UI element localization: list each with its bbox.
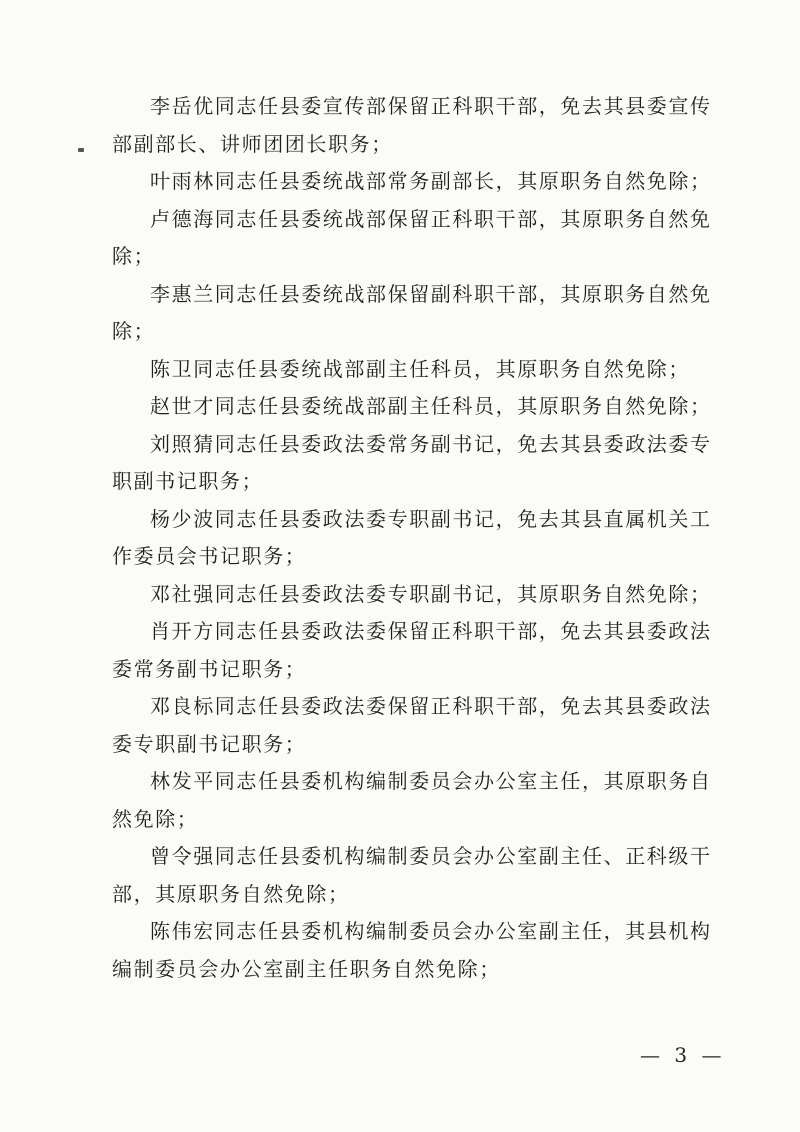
appointment-item: 赵世才同志任县委统战部副主任科员，其原职务自然免除；: [150, 394, 712, 418]
appointment-item: 杨少波同志任县委政法委专职副书记，免去其县直属机关工作委员会书记职务；: [112, 506, 712, 568]
appointment-item: 李惠兰同志任县委统战部保留副科职干部，其原职务自然免除；: [112, 281, 712, 343]
appointment-item: 叶雨林同志任县委统战部常务副部长，其原职务自然免除；: [150, 169, 712, 193]
stray-mark: [78, 148, 84, 152]
appointment-item: 曾令强同志任县委机构编制委员会办公室副主任、正科级干部，其原职务自然免除；: [112, 844, 712, 906]
appointment-item: 卢德海同志任县委统战部保留正科职干部，其原职务自然免除；: [112, 206, 712, 268]
document-body: [112, 88, 724, 988]
appointment-item: 肖开方同志任县委政法委保留正科职干部，免去其县委政法委常务副书记职务；: [112, 619, 712, 681]
appointment-item: 李岳优同志任县委宣传部保留正科职干部，免去其县委宣传部副部长、讲师团团长职务；: [112, 94, 712, 156]
appointment-item: 陈伟宏同志任县委机构编制委员会办公室副主任，其县机构编制委员会办公室副主任职务自然免除；: [112, 919, 712, 981]
page-number: — 3 —: [640, 1043, 726, 1067]
appointment-item: 邓良标同志任县委政法委保留正科职干部，免去其县委政法委专职副书记职务；: [112, 694, 712, 756]
appointment-item: 邓社强同志任县委政法委专职副书记，其原职务自然免除；: [150, 581, 712, 606]
appointment-item: 陈卫同志任县委统战部副主任科员，其原职务自然免除；: [150, 356, 690, 381]
appointment-item: 林发平同志任县委机构编制委员会办公室主任，其原职务自然免除；: [112, 769, 712, 831]
appointment-item: 刘照猜同志任县委政法委常务副书记，免去其县委政法委专职副书记职务；: [112, 431, 712, 493]
